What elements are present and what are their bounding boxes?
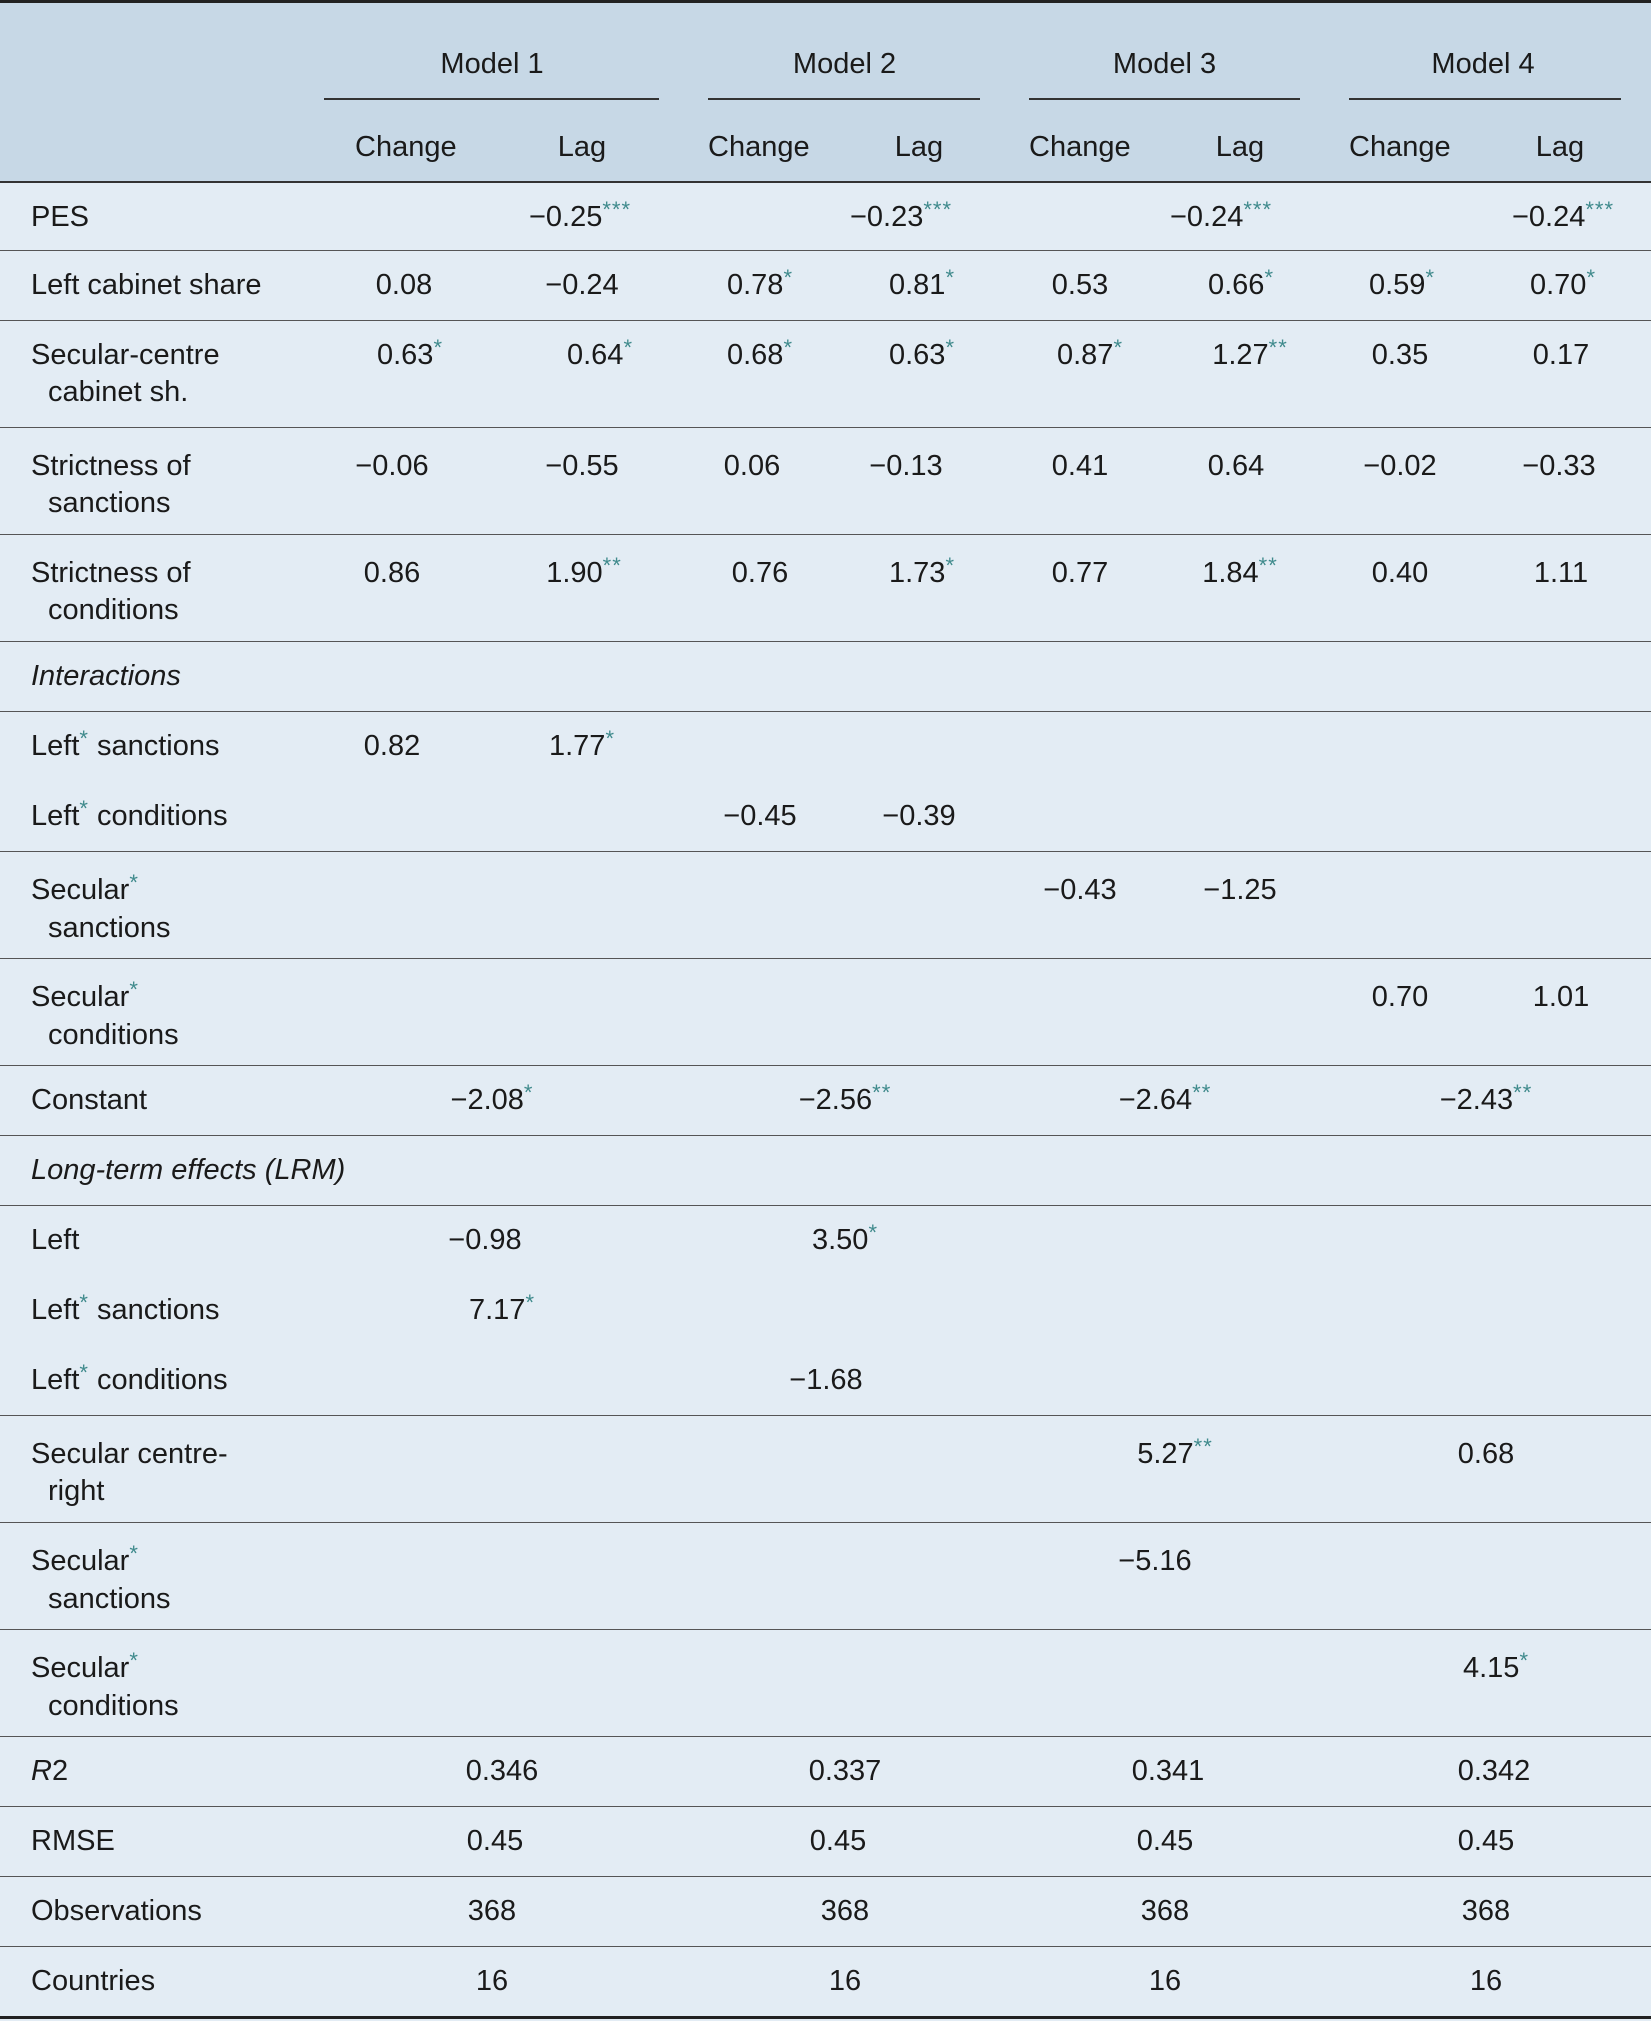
value-cell: 16 xyxy=(1148,1965,1182,1997)
value-cell: 0.35 xyxy=(1371,339,1429,371)
row-label: Left cabinet share xyxy=(31,269,262,301)
row-secular-sanctions xyxy=(0,852,1651,959)
row-label: Secular* sanctions xyxy=(31,870,171,944)
value-cell: −0.24*** xyxy=(1511,197,1615,233)
row-lrm-secular-conditions xyxy=(0,1630,1651,1737)
value-cell: 368 xyxy=(820,1895,870,1927)
value-cell: 16 xyxy=(1469,1965,1503,1997)
value-cell: 1.77* xyxy=(548,726,616,762)
row-label: RMSE xyxy=(31,1825,115,1857)
subhead-m2-lag: Lag xyxy=(894,131,944,163)
value-cell: 0.77 xyxy=(1051,557,1109,589)
row-interactions-heading xyxy=(0,642,1651,712)
subhead-m3-lag: Lag xyxy=(1215,131,1265,163)
row-rmse xyxy=(0,1807,1651,1877)
value-cell: 0.86 xyxy=(363,557,421,589)
model-4-rule xyxy=(1349,98,1621,100)
row-secular-conditions xyxy=(0,959,1651,1066)
row-lrm-left-conditions xyxy=(0,1346,1651,1416)
model-1-rule xyxy=(324,98,659,100)
model-2-rule xyxy=(708,98,980,100)
model-2-header: Model 2 xyxy=(792,48,897,80)
value-cell: 0.17 xyxy=(1532,339,1590,371)
value-cell: 0.337 xyxy=(808,1755,882,1787)
value-cell: 0.53 xyxy=(1051,269,1109,301)
model-1-header: Model 1 xyxy=(440,48,544,80)
value-cell: 0.342 xyxy=(1457,1755,1531,1787)
value-cell: 1.73* xyxy=(888,553,956,589)
row-lrm-secular-sanctions xyxy=(0,1523,1651,1630)
value-cell: −2.08* xyxy=(450,1080,534,1116)
value-cell: −5.16 xyxy=(1118,1545,1192,1577)
value-cell: 1.90** xyxy=(546,553,622,589)
value-cell: 3.50* xyxy=(811,1220,879,1256)
model-3-header: Model 3 xyxy=(1112,48,1217,80)
row-label: Left* conditions xyxy=(31,796,228,832)
value-cell: −0.55 xyxy=(545,450,619,482)
value-cell: −0.25*** xyxy=(528,197,632,233)
value-cell: 0.78* xyxy=(726,265,794,301)
value-cell: 0.06 xyxy=(723,450,781,482)
row-countries xyxy=(0,1947,1651,2019)
value-cell: −0.33 xyxy=(1522,450,1596,482)
row-lrm-left-sanctions xyxy=(0,1276,1651,1346)
row-label: Strictness of sanctions xyxy=(31,450,191,519)
row-label: Left* conditions xyxy=(31,1360,228,1396)
value-cell: 0.64 xyxy=(1207,450,1265,482)
row-observations xyxy=(0,1877,1651,1947)
model-4-header: Model 4 xyxy=(1431,48,1535,80)
value-cell: 4.15* xyxy=(1462,1648,1530,1684)
subhead-m4-lag: Lag xyxy=(1535,131,1585,163)
value-cell: −1.25 xyxy=(1203,874,1277,906)
value-cell: −0.13 xyxy=(869,450,943,482)
row-pes xyxy=(0,181,1651,251)
value-cell: 0.45 xyxy=(1136,1825,1194,1857)
value-cell: 1.11 xyxy=(1533,557,1589,589)
row-r2 xyxy=(0,1737,1651,1807)
value-cell: 0.81* xyxy=(888,265,956,301)
value-cell: −0.02 xyxy=(1363,450,1437,482)
value-cell: −2.56** xyxy=(798,1080,892,1116)
value-cell: 0.346 xyxy=(465,1755,539,1787)
value-cell: 0.63* xyxy=(376,335,444,371)
row-label: Constant xyxy=(31,1084,148,1116)
value-cell: 0.82 xyxy=(363,730,421,762)
value-cell: 16 xyxy=(475,1965,509,1997)
row-lrm-left xyxy=(0,1206,1651,1276)
row-secular-centre-cabinet xyxy=(0,321,1651,428)
value-cell: 1.27** xyxy=(1212,335,1288,371)
value-cell: −0.24 xyxy=(545,269,619,301)
row-label: Left* sanctions xyxy=(31,1290,220,1326)
row-label: Observations xyxy=(31,1895,202,1927)
value-cell: −0.43 xyxy=(1043,874,1117,906)
value-cell: 0.68 xyxy=(1457,1438,1515,1470)
row-label: Secular* conditions xyxy=(31,1648,179,1722)
value-cell: 0.68* xyxy=(726,335,794,371)
row-label: Secular-centre cabinet sh. xyxy=(31,339,220,408)
value-cell: 368 xyxy=(1140,1895,1190,1927)
row-label: Strictness of conditions xyxy=(31,557,191,626)
value-cell: 0.08 xyxy=(375,269,433,301)
value-cell: −2.43** xyxy=(1439,1080,1533,1116)
value-cell: −0.23*** xyxy=(849,197,953,233)
subhead-m1-lag: Lag xyxy=(557,131,607,163)
value-cell: 368 xyxy=(467,1895,517,1927)
value-cell: 0.45 xyxy=(466,1825,524,1857)
row-lrm-heading xyxy=(0,1136,1651,1206)
subhead-m4-change: Change xyxy=(1349,131,1451,163)
section-heading: Long-term effects (LRM) xyxy=(31,1154,346,1186)
value-cell: 0.45 xyxy=(809,1825,867,1857)
value-cell: 16 xyxy=(828,1965,862,1997)
row-label: Secular centre- right xyxy=(31,1438,228,1507)
value-cell: 0.87* xyxy=(1056,335,1124,371)
model-3-rule xyxy=(1029,98,1300,100)
row-constant xyxy=(0,1066,1651,1136)
subhead-m1-change: Change xyxy=(355,131,457,163)
value-cell: 0.59* xyxy=(1368,265,1436,301)
value-cell: −0.98 xyxy=(448,1224,522,1256)
row-label: Left* sanctions xyxy=(31,726,220,762)
value-cell: 0.70 xyxy=(1371,981,1429,1013)
value-cell: 0.40 xyxy=(1371,557,1429,589)
row-label: R2 xyxy=(31,1755,69,1787)
value-cell: 5.27** xyxy=(1137,1434,1213,1470)
row-strictness-sanctions xyxy=(0,428,1651,535)
value-cell: 1.01 xyxy=(1532,981,1590,1013)
value-cell: 0.70* xyxy=(1529,265,1597,301)
row-left-cabinet-share xyxy=(0,251,1651,321)
row-label: Secular* sanctions xyxy=(31,1541,171,1615)
row-strictness-conditions xyxy=(0,535,1651,642)
value-cell: 0.63* xyxy=(888,335,956,371)
row-left-sanctions xyxy=(0,712,1651,782)
value-cell: 0.64* xyxy=(566,335,634,371)
subhead-m2-change: Change xyxy=(708,131,810,163)
value-cell: 1.84** xyxy=(1202,553,1278,589)
row-left-conditions xyxy=(0,782,1651,852)
value-cell: −0.06 xyxy=(355,450,429,482)
table-header xyxy=(0,3,1651,183)
value-cell: −0.45 xyxy=(723,800,797,832)
value-cell: −0.39 xyxy=(882,800,956,832)
row-lrm-secular-centre-right xyxy=(0,1416,1651,1523)
value-cell: −0.24*** xyxy=(1169,197,1273,233)
row-label: Countries xyxy=(31,1965,156,1997)
value-cell: 0.45 xyxy=(1457,1825,1515,1857)
value-cell: −2.64** xyxy=(1118,1080,1212,1116)
row-label: Secular* conditions xyxy=(31,977,179,1051)
row-label: PES xyxy=(31,201,90,233)
value-cell: 0.66* xyxy=(1207,265,1275,301)
value-cell: 0.76 xyxy=(731,557,789,589)
value-cell: 7.17* xyxy=(468,1290,536,1326)
value-cell: 0.341 xyxy=(1131,1755,1205,1787)
row-label: Left xyxy=(31,1224,80,1256)
section-heading: Interactions xyxy=(31,660,181,692)
value-cell: 368 xyxy=(1461,1895,1511,1927)
subhead-m3-change: Change xyxy=(1029,131,1131,163)
value-cell: 0.41 xyxy=(1051,450,1109,482)
value-cell: −1.68 xyxy=(789,1364,863,1396)
